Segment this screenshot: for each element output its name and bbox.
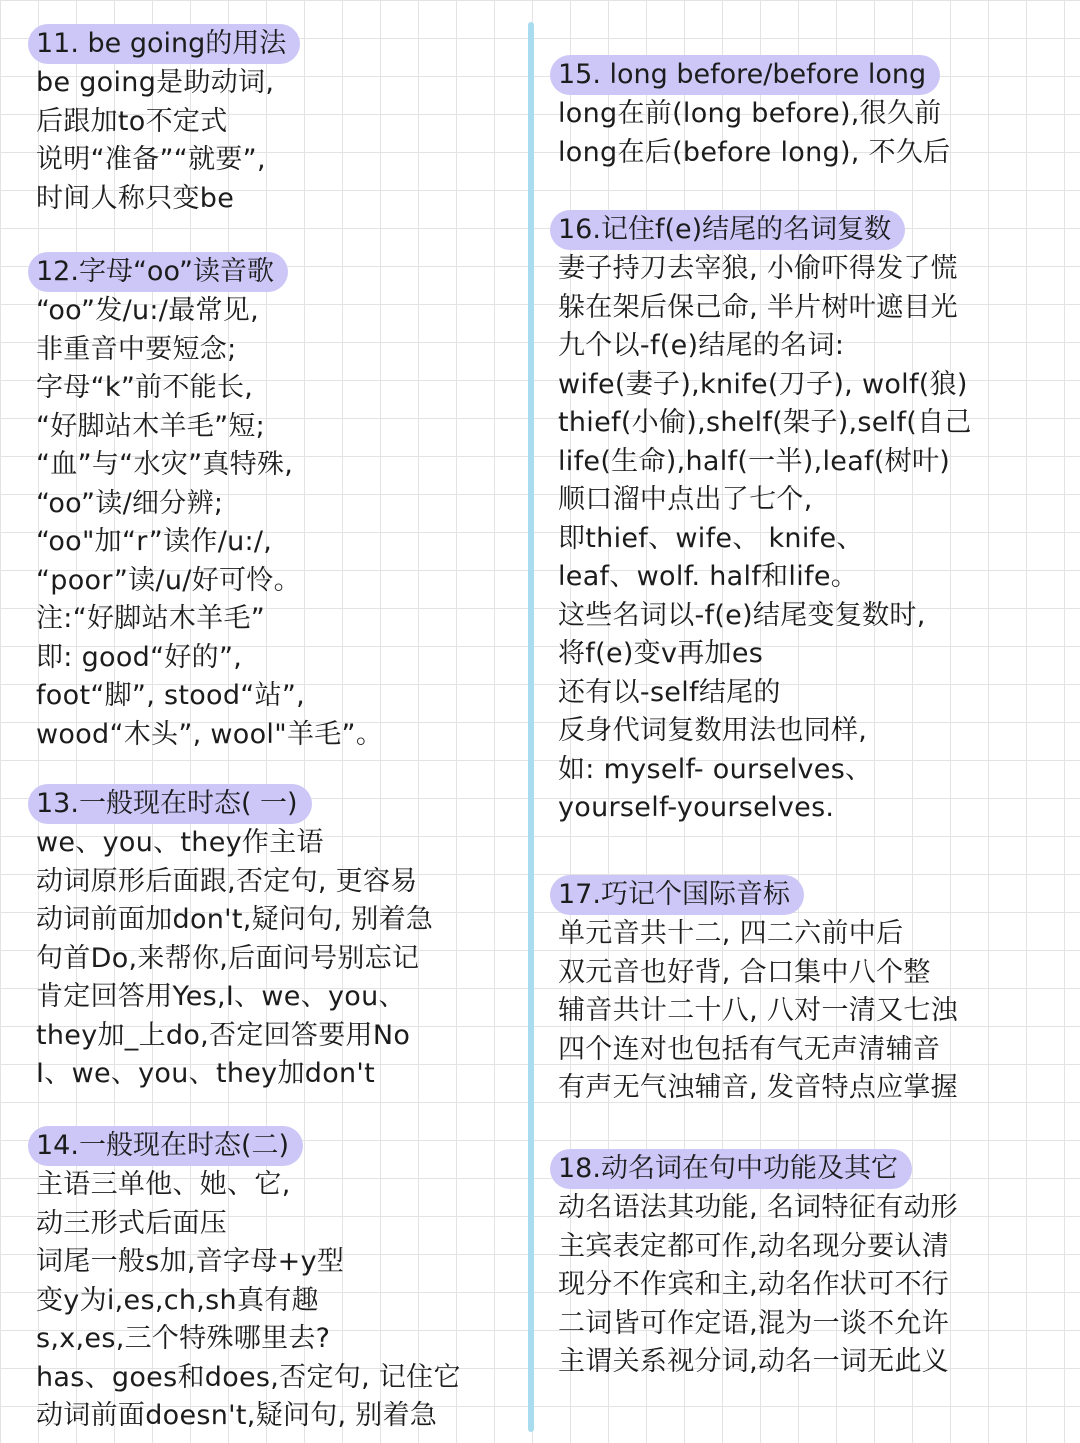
text-line: 现分不作宾和主,动名作状可不行: [558, 1269, 950, 1300]
text-line: 反身代词复数用法也同样,: [558, 715, 868, 746]
text-line: 变y为i,es,ch,sh真有趣: [36, 1284, 319, 1316]
text-line: 将f(e)变v再加es: [558, 638, 764, 669]
text-line: 辅音共计二十八, 八对一清又七浊: [558, 995, 958, 1026]
section-14: [28, 1126, 461, 1436]
text-line: 主谓关系视分词,动名一词无此义: [558, 1346, 950, 1377]
text-line: long在前(long before),很久前: [558, 98, 942, 129]
text-line: life(生命),half(一半),leaf(树叶): [558, 445, 951, 477]
text-line: 后跟加to不定式: [36, 105, 228, 137]
text-line: 说明“准备”“就要”,: [36, 144, 266, 175]
section-title: 14.一般现在时态(二): [28, 1126, 303, 1166]
text-line: thief(小偷),shelf(架子),self(自己: [558, 407, 972, 438]
text-line: 即: good“好的”,: [36, 641, 243, 673]
section-13: [28, 784, 433, 1094]
text-line: “oo”读/细分辨;: [36, 487, 224, 519]
text-line: 动词原形后面跟,否定句, 更容易: [36, 865, 418, 897]
text-line: 主语三单他、她、它,: [36, 1169, 291, 1200]
section-title: 11. be going的用法: [28, 24, 300, 64]
section-body: [550, 915, 958, 1108]
text-line: yourself-yourselves.: [558, 792, 835, 823]
section-title: 18.动名词在句中功能及其它: [550, 1149, 912, 1189]
text-line: 非重音中要短念;: [36, 333, 237, 365]
text-line: 动词前面加don't,疑问句, 别着急: [36, 904, 434, 935]
text-line: 这些名词以-f(e)结尾变复数时,: [558, 599, 926, 631]
text-line: 字母“k”前不能长,: [36, 372, 254, 403]
text-line: foot“脚”, stood“站”,: [36, 680, 306, 711]
section-16: [550, 210, 972, 828]
section-15: [550, 55, 950, 172]
section-title: 17.巧记个国际音标: [550, 875, 804, 915]
text-line: be going是助动词,: [36, 67, 275, 98]
text-line: 动词前面doesn't,疑问句, 别着急: [36, 1400, 438, 1431]
section-title: 16.记住f(e)结尾的名词复数: [550, 210, 905, 250]
section-11: [28, 24, 300, 218]
text-line: 即thief、wife、 knife、: [558, 522, 864, 554]
section-title: 13.一般现在时态( 一): [28, 784, 312, 824]
text-line: 九个以-f(e)结尾的名词:: [558, 330, 845, 361]
text-line: 肯定回答用Yes,I、we、you、: [36, 981, 406, 1012]
text-line: 还有以-self结尾的: [558, 676, 781, 708]
text-line: 躲在架后保己命, 半片树叶遮目光: [558, 291, 958, 323]
section-17: [550, 875, 958, 1108]
section-body: [550, 95, 950, 172]
text-line: 如: myself- ourselves、: [558, 753, 873, 785]
text-line: leaf、wolf. half和life。: [558, 561, 859, 592]
text-line: 句首Do,来帮你,后面问号别忘记: [36, 942, 420, 974]
section-body: [28, 292, 383, 754]
text-line: “oo"加“r”读作/u:/,: [36, 526, 273, 557]
text-line: “oo”发/u:/最常见,: [36, 295, 259, 326]
section-body: [28, 1166, 461, 1436]
text-line: 注:“好脚站木羊毛”: [36, 603, 266, 634]
text-line: has、goes和does,否定句, 记住它: [36, 1361, 461, 1393]
section-title: 15. long before/before long: [550, 55, 940, 95]
section-12: [28, 252, 383, 754]
text-line: 词尾一般s加,音字母+y型: [36, 1246, 345, 1277]
text-line: “poor”读/u/好可怜。: [36, 564, 301, 596]
text-line: 动三形式后面压: [36, 1207, 228, 1239]
text-line: 主宾表定都可作,动名现分要认清: [558, 1230, 950, 1262]
text-line: 动名语法其功能, 名词特征有动形: [558, 1192, 958, 1223]
text-line: 单元音共十二, 四二六前中后: [558, 918, 904, 949]
text-line: 四个连对也包括有气无声清辅音: [558, 1033, 941, 1065]
text-line: “血”与“水灾”真特殊,: [36, 449, 294, 480]
text-line: 顺口溜中点出了七个,: [558, 484, 813, 515]
text-line: wood“木头”, wool"羊毛”。: [36, 718, 384, 750]
column-divider: [528, 22, 534, 1432]
text-line: 时间人称只变be: [36, 182, 235, 214]
section-title: 12.字母“oo”读音歌: [28, 252, 288, 292]
text-line: 二词皆可作定语,混为一谈不允许: [558, 1307, 950, 1339]
text-line: 妻子持刀去宰狼, 小偷吓得发了慌: [558, 253, 958, 284]
section-body: [550, 250, 972, 828]
section-18: [550, 1149, 958, 1382]
text-line: 双元音也好背, 合口集中八个整: [558, 956, 931, 988]
text-line: s,x,es,三个特殊哪里去?: [36, 1323, 331, 1354]
section-body: [28, 824, 433, 1094]
text-line: “好脚站木羊毛”短;: [36, 410, 266, 442]
section-body: [550, 1189, 958, 1382]
text-line: they加_上do,否定回答要用No: [36, 1019, 411, 1051]
text-line: wife(妻子),knife(刀子), wolf(狼): [558, 368, 968, 400]
text-line: long在后(before long), 不久后: [558, 136, 951, 168]
section-body: [28, 64, 300, 218]
text-line: we、you、they作主语: [36, 827, 324, 858]
text-line: 有声无气浊辅音, 发音特点应掌握: [558, 1072, 958, 1103]
text-line: I、we、you、they加don't: [36, 1058, 376, 1089]
